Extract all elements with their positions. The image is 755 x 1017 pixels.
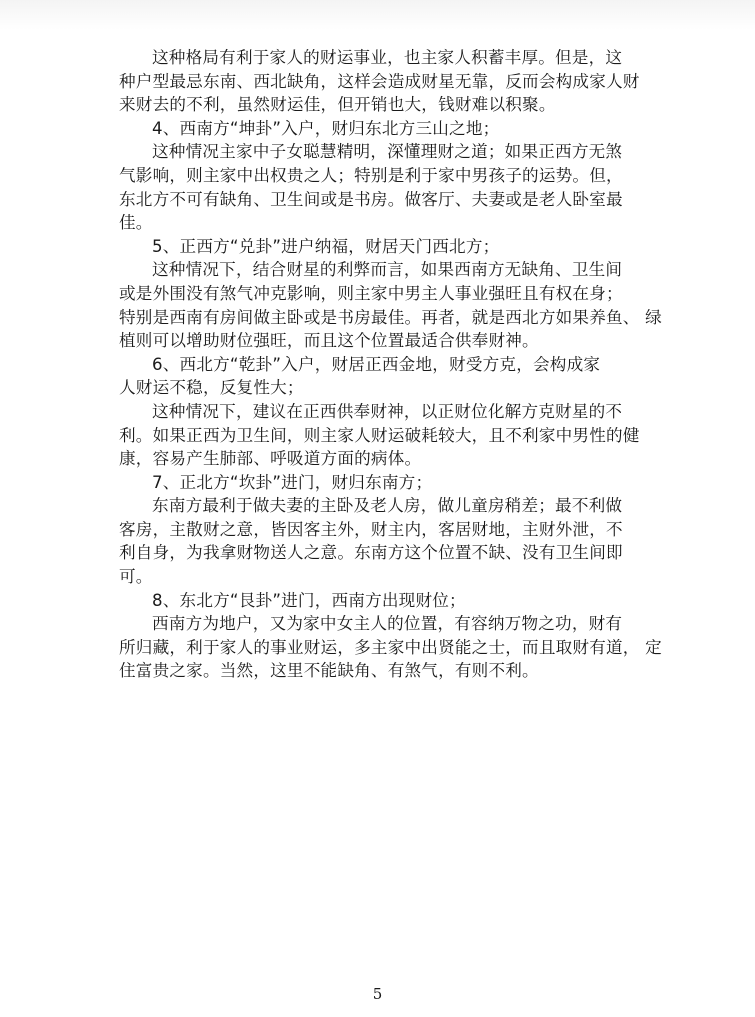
text-line: 佳。 [119, 213, 153, 233]
text-line: 住富贵之家。当然，这里不能缺角、有煞气，有则不利。 [119, 661, 539, 681]
page-number: 5 [372, 985, 383, 1003]
text-line: 这种情况主家中子女聪慧精明，深懂理财之道；如果正西方无煞 [152, 142, 623, 162]
text-line: 来财去的不利，虽然财运佳，但开销也大，钱财难以积聚。 [119, 95, 556, 115]
document-body [119, 46, 662, 683]
top-shadow [0, 0, 755, 30]
section-heading: 6、西北方“乾卦”入户，财居正西金地，财受方克，会构成家 [152, 354, 601, 374]
text-line: 可。 [119, 567, 153, 587]
text-line: 植则可以增助财位强旺，而且这个位置最适合供奉财神。 [119, 331, 539, 351]
text-line: 西南方为地户，又为家中女主人的位置，有容纳万物之功，财有 [152, 614, 623, 634]
text-line: 特别是西南有房间做主卧或是书房最佳。再者，就是西北方如果养鱼、 绿 [119, 307, 662, 327]
text-line: 人财运不稳，反复性大； [119, 378, 304, 398]
section-heading: 4、西南方“坤卦”入户，财归东北方三山之地； [152, 118, 500, 138]
text-line: 种户型最忌东南、西北缺角，这样会造成财星无靠，反而会构成家人财 [119, 71, 640, 91]
section-heading: 8、东北方“艮卦”进门，西南方出现财位； [152, 590, 466, 610]
text-line: 利自身，为我拿财物送人之意。东南方这个位置不缺、没有卫生间即 [119, 543, 623, 563]
text-line: 所归藏，利于家人的事业财运，多主家中出贤能之士，而且取财有道， 定 [119, 637, 662, 657]
text-line: 这种格局有利于家人的财运事业，也主家人积蓄丰厚。但是，这 [152, 48, 623, 67]
text-line: 气影响，则主家中出权贵之人；特别是利于家中男孩子的运势。但， [119, 165, 623, 185]
section-heading: 7、正北方“坎卦”进门，财归东南方； [152, 472, 433, 492]
text-line: 康，容易产生肺部、呼吸道方面的病体。 [119, 449, 422, 469]
text-line: 东北方不可有缺角、卫生间或是书房。做客厅、夫妻或是老人卧室最 [119, 189, 623, 209]
text-line: 东南方最利于做夫妻的主卧及老人房，做儿童房稍差；最不利做 [152, 496, 623, 516]
text-line: 这种情况下，建议在正西供奉财神，以正财位化解方克财星的不 [152, 401, 623, 421]
text-line: 这种情况下，结合财星的利弊而言，如果西南方无缺角、卫生间 [152, 260, 623, 280]
text-line: 或是外围没有煞气冲克影响，则主家中男主人事业强旺且有权在身； [119, 283, 623, 303]
text-line: 客房，主散财之意，皆因客主外，财主内，客居财地，主财外泄，不 [119, 519, 623, 539]
section-heading: 5、正西方“兑卦”进户纳福，财居天门西北方； [152, 236, 500, 256]
text-line: 利。如果正西为卫生间，则主家人财运破耗较大，且不利家中男性的健 [119, 425, 640, 445]
